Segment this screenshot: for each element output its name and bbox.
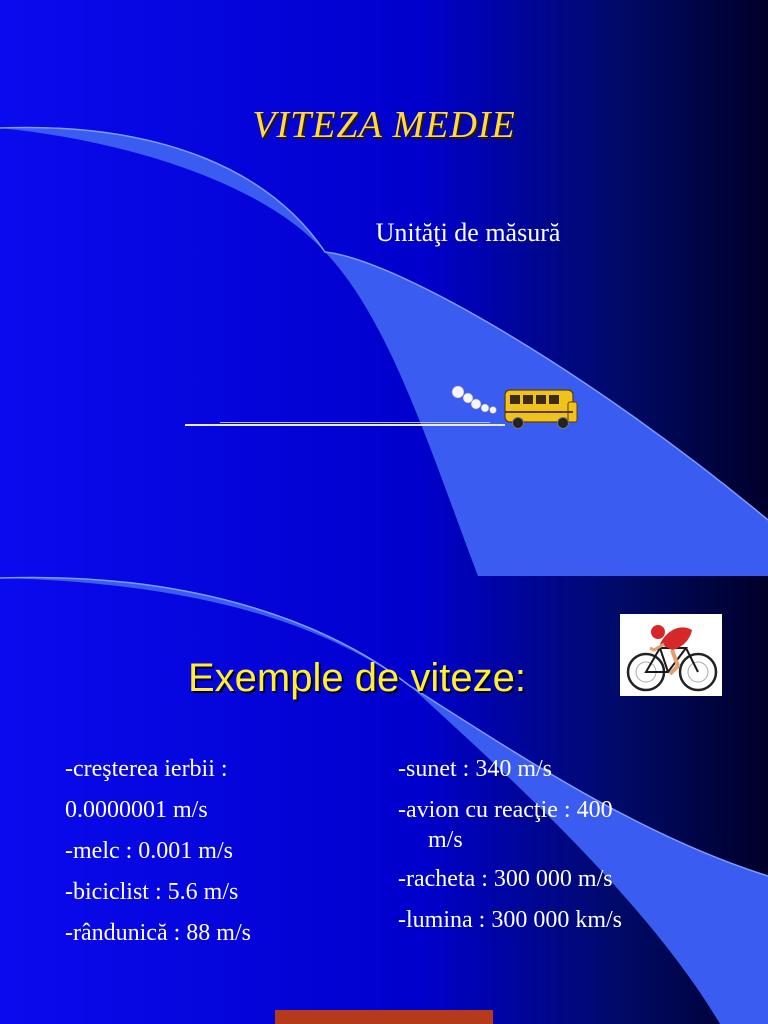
examples-left-list: [65, 749, 335, 954]
cyclist-icon: [620, 614, 722, 696]
slide-subtitle: Unităţi de măsură: [375, 218, 561, 247]
list-item: -racheta : 300 000 m/s: [398, 866, 613, 892]
list-item-line: -avion cu reacţie : 400: [398, 797, 613, 823]
list-item-line: m/s: [428, 827, 463, 853]
list-item: -creşterea ierbii :: [65, 756, 228, 782]
school-bus-icon: [180, 378, 580, 434]
slide-2: [0, 576, 768, 1024]
examples-right-list: [398, 749, 698, 941]
list-item: -sunet : 340 m/s: [398, 756, 552, 782]
examples-title: Exemple de viteze:: [188, 656, 526, 700]
list-item: 0.0000001 m/s: [65, 797, 208, 823]
list-item: -lumina : 300 000 km/s: [398, 907, 622, 933]
slide-title: VITEZA MEDIE: [252, 104, 516, 146]
list-item: -melc : 0.001 m/s: [65, 838, 233, 864]
bottom-bar: [275, 1010, 493, 1024]
list-item: -biciclist : 5.6 m/s: [65, 879, 239, 905]
list-item: [398, 790, 698, 855]
list-item: -rândunică : 88 m/s: [65, 920, 251, 946]
